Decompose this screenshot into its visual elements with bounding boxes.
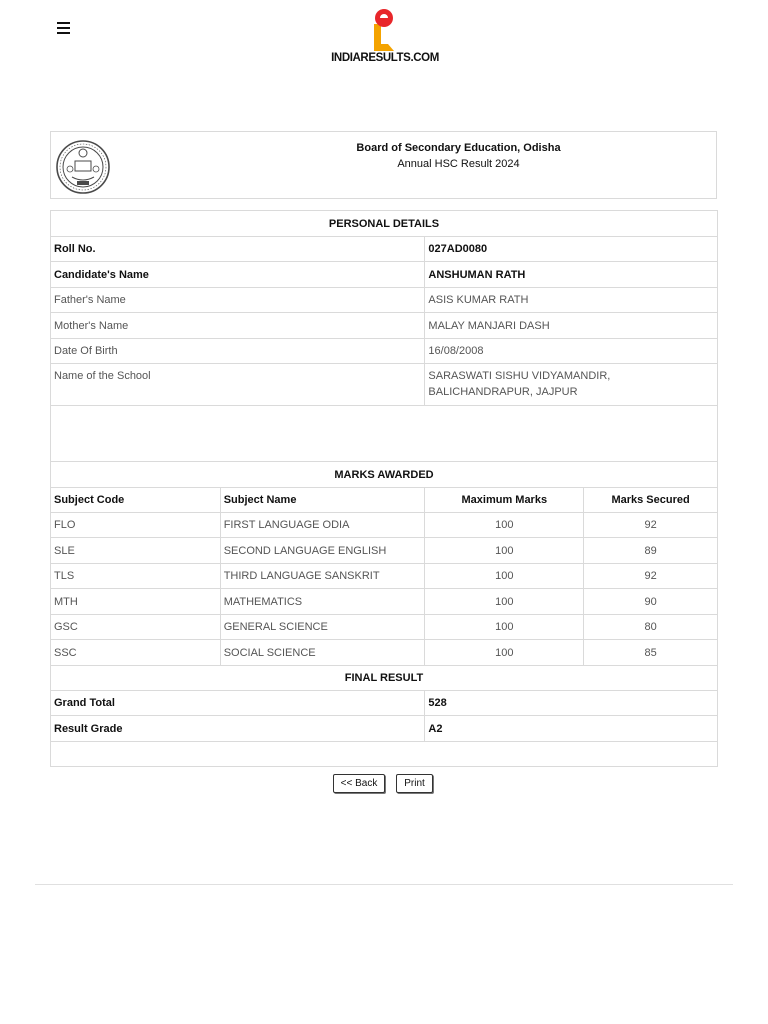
subject-name: GENERAL SCIENCE (220, 615, 425, 640)
spacer-row (51, 742, 718, 767)
table-row (51, 513, 718, 538)
dob-value: 16/08/2008 (425, 339, 718, 364)
father-name-label: Father's Name (51, 288, 425, 313)
board-title: Board of Secondary Education, Odisha (356, 142, 561, 154)
result-grade-label: Result Grade (51, 716, 425, 742)
dob-label: Date Of Birth (51, 339, 425, 364)
col-header-marks-secured: Marks Secured (584, 488, 718, 513)
grand-total-label: Grand Total (51, 691, 425, 716)
board-seal-icon (55, 139, 111, 195)
father-name-value: ASIS KUMAR RATH (425, 288, 718, 313)
candidate-name-label: Candidate's Name (51, 262, 425, 288)
candidate-name-value: ANSHUMAN RATH (425, 262, 718, 288)
footer-divider (35, 884, 733, 885)
subject-code: SSC (51, 640, 221, 666)
subject-code: SLE (51, 538, 221, 564)
maximum-marks: 100 (425, 564, 584, 589)
back-button[interactable]: << Back (333, 774, 385, 793)
roll-no-value: 027AD0080 (425, 237, 718, 262)
maximum-marks: 100 (425, 640, 584, 666)
col-header-maximum-marks: Maximum Marks (425, 488, 584, 513)
maximum-marks: 100 (425, 615, 584, 640)
subject-name: THIRD LANGUAGE SANSKRIT (220, 564, 425, 589)
school-name-label: Name of the School (51, 364, 425, 406)
table-row (51, 538, 718, 564)
table-row (51, 564, 718, 589)
roll-no-label: Roll No. (51, 237, 425, 262)
logo-text: INDIARESULTS.COM (331, 52, 439, 64)
subject-name: FIRST LANGUAGE ODIA (220, 513, 425, 538)
section-final-result: FINAL RESULT (51, 666, 718, 691)
maximum-marks: 100 (425, 538, 584, 564)
marks-secured: 90 (584, 589, 718, 615)
table-row (51, 589, 718, 615)
section-marks-awarded: MARKS AWARDED (51, 462, 718, 488)
result-header (50, 131, 717, 199)
result-grade-value: A2 (425, 716, 718, 742)
maximum-marks: 100 (425, 589, 584, 615)
subject-code: TLS (51, 564, 221, 589)
result-table (50, 210, 718, 767)
marks-secured: 89 (584, 538, 718, 564)
table-row (51, 640, 718, 666)
hamburger-menu-icon[interactable] (57, 22, 70, 34)
subject-code: MTH (51, 589, 221, 615)
section-personal-details: PERSONAL DETAILS (51, 211, 718, 237)
grand-total-value: 528 (425, 691, 718, 716)
subject-name: SOCIAL SCIENCE (220, 640, 425, 666)
maximum-marks: 100 (425, 513, 584, 538)
exam-title: Annual HSC Result 2024 (397, 158, 520, 170)
marks-secured: 80 (584, 615, 718, 640)
logo-mark-icon (330, 8, 440, 54)
subject-name: MATHEMATICS (220, 589, 425, 615)
school-name-value: SARASWATI SISHU VIDYAMANDIR, BALICHANDRAPUR, JAJPUR (425, 364, 718, 406)
table-row (51, 615, 718, 640)
mother-name-label: Mother's Name (51, 313, 425, 339)
subject-code: GSC (51, 615, 221, 640)
col-header-subject-code: Subject Code (51, 488, 221, 513)
site-logo[interactable] (330, 8, 440, 68)
marks-secured: 85 (584, 640, 718, 666)
marks-secured: 92 (584, 564, 718, 589)
mother-name-value: MALAY MANJARI DASH (425, 313, 718, 339)
spacer-row (51, 406, 718, 462)
subject-code: FLO (51, 513, 221, 538)
subject-name: SECOND LANGUAGE ENGLISH (220, 538, 425, 564)
print-button[interactable]: Print (396, 774, 433, 793)
marks-secured: 92 (584, 513, 718, 538)
col-header-subject-name: Subject Name (220, 488, 425, 513)
